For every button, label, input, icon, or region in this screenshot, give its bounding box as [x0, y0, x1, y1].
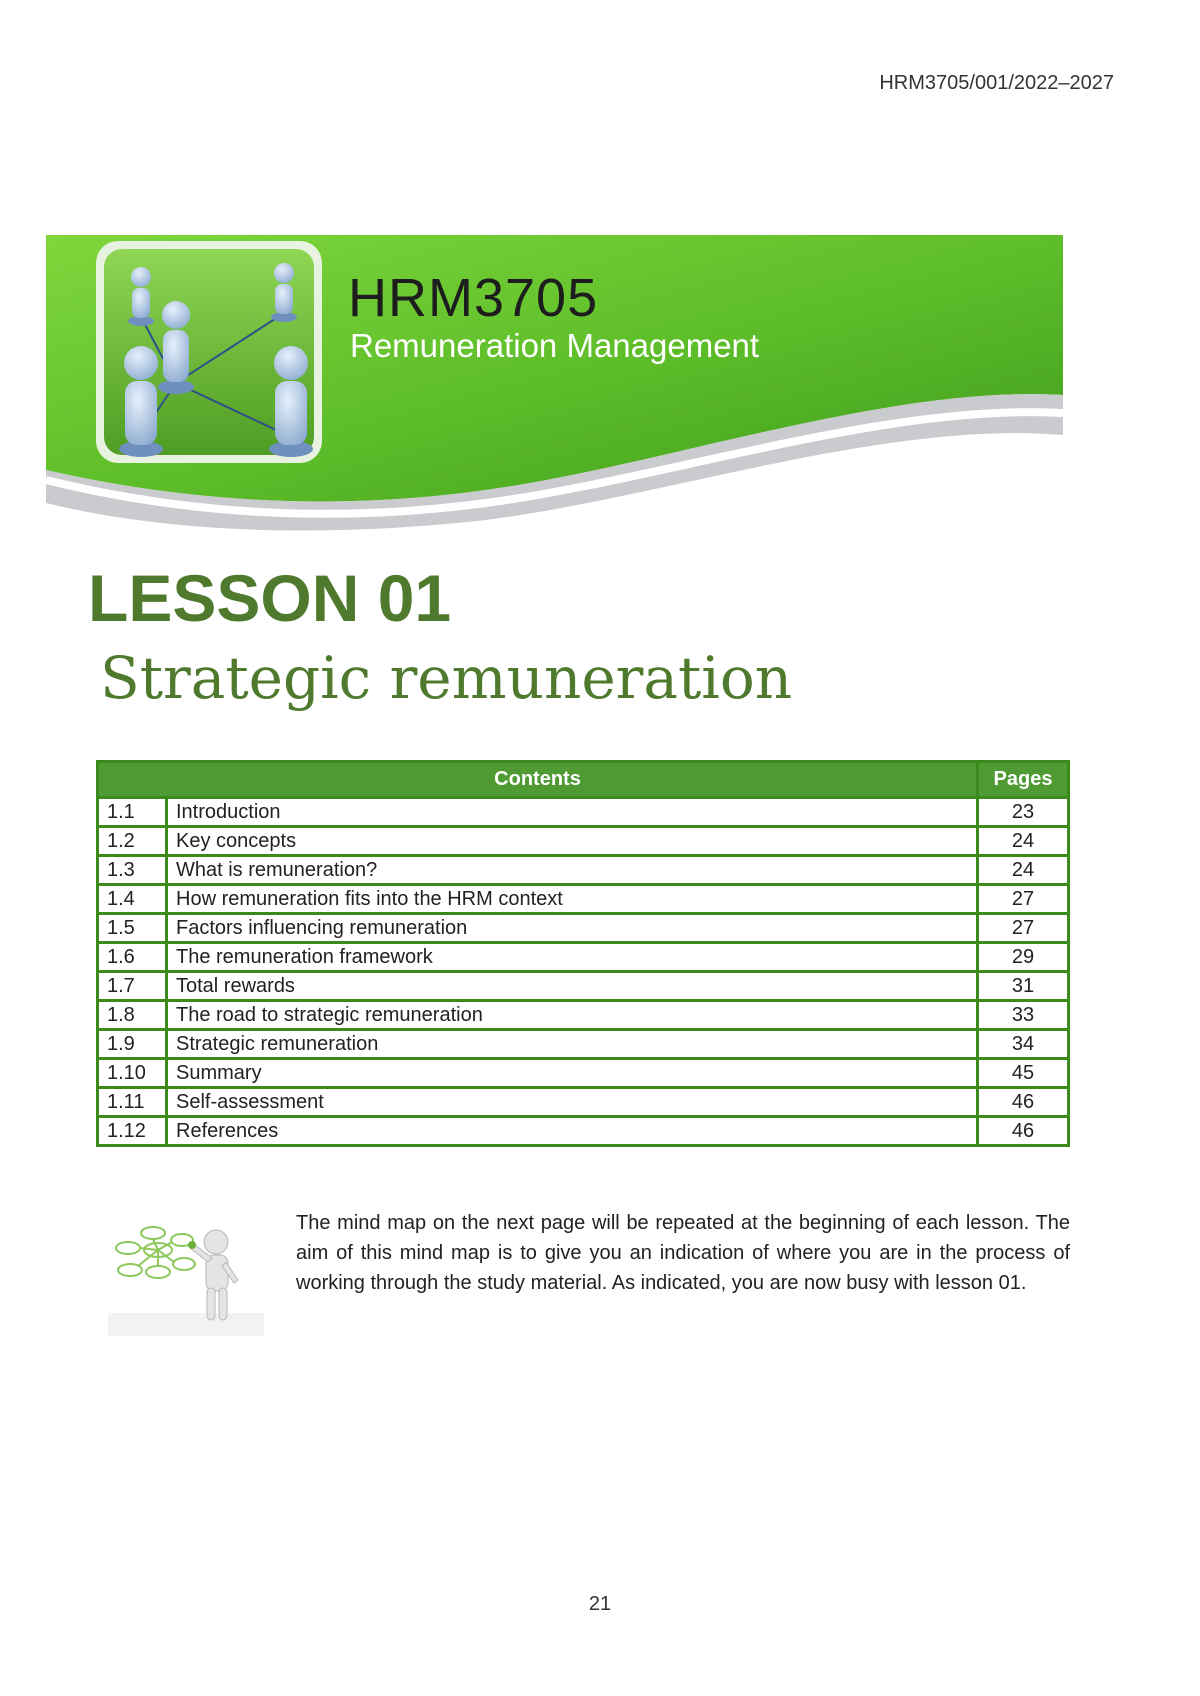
course-name: Remuneration Management [350, 327, 760, 364]
table-row [98, 827, 1069, 856]
contents-header: Contents [98, 762, 978, 798]
section-page: 23 [978, 798, 1069, 827]
table-row [98, 914, 1069, 943]
lesson-title: Strategic remuneration [100, 644, 793, 712]
table-row [98, 1030, 1069, 1059]
table-row [98, 1001, 1069, 1030]
section-page: 29 [978, 943, 1069, 972]
course-banner [46, 235, 1063, 545]
mind-map-figure-icon [108, 1218, 264, 1336]
section-page: 24 [978, 827, 1069, 856]
section-number: 1.12 [98, 1117, 167, 1146]
section-page: 46 [978, 1088, 1069, 1117]
table-row [98, 885, 1069, 914]
section-topic: References [167, 1117, 978, 1146]
section-page: 31 [978, 972, 1069, 1001]
section-page: 27 [978, 914, 1069, 943]
section-number: 1.3 [98, 856, 167, 885]
section-number: 1.7 [98, 972, 167, 1001]
document-code: HRM3705/001/2022–2027 [879, 72, 1114, 94]
section-topic: Strategic remuneration [167, 1030, 978, 1059]
section-page: 45 [978, 1059, 1069, 1088]
section-number: 1.1 [98, 798, 167, 827]
section-number: 1.2 [98, 827, 167, 856]
section-topic: What is remuneration? [167, 856, 978, 885]
table-row [98, 943, 1069, 972]
section-topic: Introduction [167, 798, 978, 827]
table-row [98, 972, 1069, 1001]
table-row [98, 1059, 1069, 1088]
section-number: 1.9 [98, 1030, 167, 1059]
section-topic: Total rewards [167, 972, 978, 1001]
table-row [98, 798, 1069, 827]
intro-paragraph: The mind map on the next page will be repeated at the beginning of each lesson. The aim of this mind map is to give you an indication of where you are in the process of working through the study material. As indicated, you are now busy with lesson 01. [296, 1212, 1070, 1294]
section-page: 24 [978, 856, 1069, 885]
pages-header: Pages [978, 762, 1069, 798]
section-topic: Factors influencing remuneration [167, 914, 978, 943]
table-row [98, 1088, 1069, 1117]
section-topic: The road to strategic remuneration [167, 1001, 978, 1030]
section-number: 1.10 [98, 1059, 167, 1088]
section-topic: How remuneration fits into the HRM context [167, 885, 978, 914]
section-page: 34 [978, 1030, 1069, 1059]
table-row [98, 856, 1069, 885]
table-header-row [98, 762, 1069, 798]
section-topic: Summary [167, 1059, 978, 1088]
section-number: 1.5 [98, 914, 167, 943]
contents-table [96, 760, 1070, 1147]
section-topic: Key concepts [167, 827, 978, 856]
section-number: 1.8 [98, 1001, 167, 1030]
course-code: HRM3705 [348, 268, 599, 328]
section-number: 1.11 [98, 1088, 167, 1117]
section-page: 27 [978, 885, 1069, 914]
table-row [98, 1117, 1069, 1146]
section-page: 33 [978, 1001, 1069, 1030]
section-page: 46 [978, 1117, 1069, 1146]
section-number: 1.6 [98, 943, 167, 972]
section-number: 1.4 [98, 885, 167, 914]
contents-body [98, 798, 1069, 1146]
section-topic: Self-assessment [167, 1088, 978, 1117]
section-topic: The remuneration framework [167, 943, 978, 972]
page-number: 21 [588, 1593, 612, 1615]
lesson-number: LESSON 01 [88, 561, 452, 635]
